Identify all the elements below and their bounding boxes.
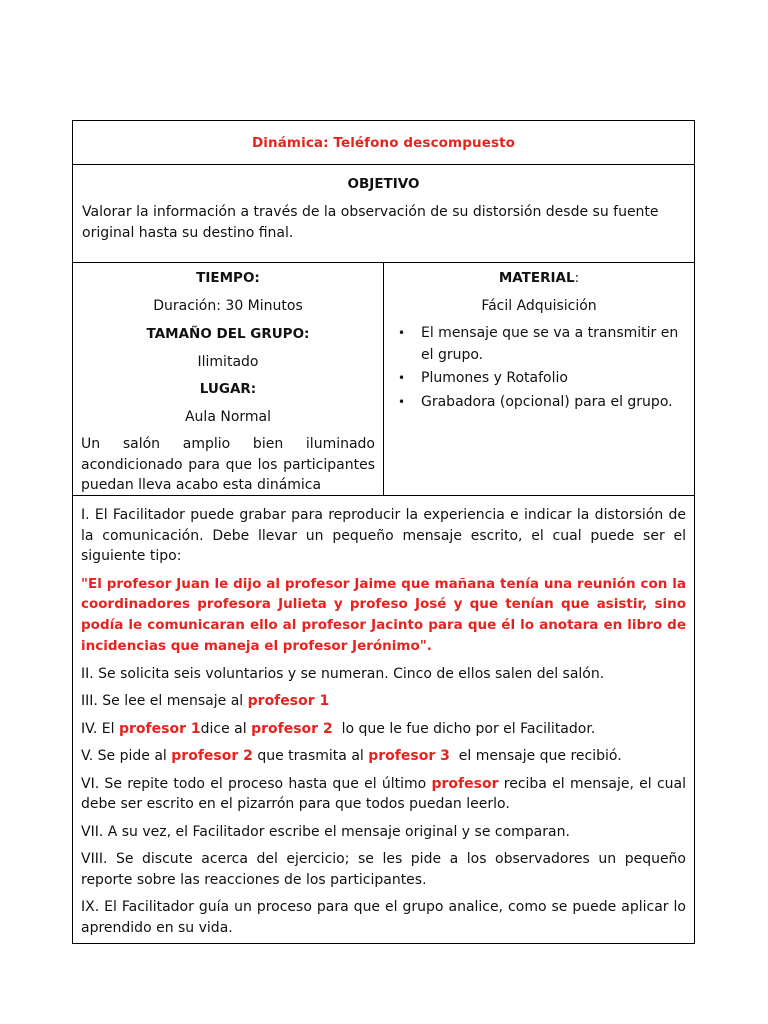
- place-heading: LUGAR:: [199, 381, 257, 397]
- details-left-column: [73, 263, 384, 495]
- group-size-value: Ilimitado: [197, 354, 259, 370]
- step-4-highlight-2: profesor 2: [251, 720, 333, 737]
- step-5-text-b: que trasmita al: [252, 748, 369, 765]
- step-8: VIII. Se discute acerca del ejercicio; se les pide a los observadores un pequeño reporte sobre las reacciones de los participantes.: [81, 851, 686, 888]
- activity-sheet: [72, 120, 695, 944]
- step-7: VII. A su vez, el Facilitador escribe el mensaje original y se comparan.: [81, 823, 570, 840]
- details-section: [73, 263, 694, 496]
- example-message: "El profesor Juan le dijo al profesor Jaime que mañana tenía una reunión con la coordinadores profesora Julieta y profeso José y que tenían que asistir, sino podía le comunicaran ello al profesor Jacinto para que él lo anotara en libro de incidencias que maneja el profesor Jerónimo".: [81, 575, 686, 654]
- step-4-text-a: IV. El: [81, 720, 119, 737]
- step-4: [81, 719, 686, 740]
- group-size-heading: TAMAÑO DEL GRUPO:: [146, 326, 310, 342]
- material-heading: MATERIAL: [498, 270, 575, 286]
- step-5: [81, 746, 686, 767]
- step-9: IX. El Facilitador guía un proceso para que el grupo analice, como se puede aplicar lo aprendido en su vida.: [81, 899, 686, 936]
- step-3-highlight: profesor 1: [247, 693, 330, 710]
- step-6-text-b: reciba el mensaje, el cual debe ser escrito en el pizarrón para que todos puedan leerlo.: [81, 775, 686, 813]
- place-description: Un salón amplio bien iluminado acondicionado para que los participantes puedan lleva acabo esta dinámica: [81, 436, 375, 493]
- step-1: I. El Facilitador puede grabar para reproducir la experiencia e indicar la distorsión de la comunicación. Debe llevar un pequeño mensaje escrito, el cual puede ser el siguiente tipo:: [81, 507, 686, 564]
- place-value: Aula Normal: [184, 409, 272, 425]
- material-item-text: Grabadora (opcional) para el grupo.: [421, 393, 673, 410]
- list-item: [398, 392, 684, 414]
- step-5-text-c: el mensaje que recibió.: [449, 748, 622, 765]
- step-5-highlight-2: profesor 3: [368, 748, 450, 765]
- step-3: [81, 691, 686, 712]
- procedure-section: [73, 496, 694, 943]
- time-value: Duración: 30 Minutos: [153, 298, 303, 314]
- material-colon: :: [574, 270, 580, 286]
- bullet-icon: •: [398, 326, 406, 340]
- list-item: [398, 323, 684, 366]
- step-4-highlight-1: profesor 1: [119, 720, 201, 737]
- step-4-text-b: dice al: [200, 720, 252, 737]
- step-6-highlight: profesor: [431, 775, 499, 792]
- step-6-text-a: VI. Se repite todo el proceso hasta que el último: [81, 775, 432, 792]
- step-2: II. Se solicita seis voluntarios y se numeran. Cinco de ellos salen del salón.: [81, 665, 605, 682]
- step-5-text-a: V. Se pide al: [81, 748, 172, 765]
- material-item-text: Plumones y Rotafolio: [421, 370, 568, 386]
- objective-section: [73, 165, 694, 263]
- step-5-highlight-1: profesor 2: [171, 748, 253, 765]
- material-heading-line: [384, 270, 694, 286]
- page-title: Dinámica: Teléfono descompuesto: [251, 135, 516, 151]
- procedure-steps: [81, 505, 686, 945]
- time-heading: TIEMPO:: [196, 270, 260, 286]
- step-4-text-c: lo que le fue dicho por el Facilitador.: [332, 720, 596, 737]
- details-right-column: [384, 263, 694, 495]
- materials-list: [398, 323, 684, 415]
- title-row: [73, 121, 694, 165]
- step-3-text: III. Se lee el mensaje al: [81, 693, 248, 710]
- bullet-icon: •: [398, 394, 406, 409]
- bullet-icon: •: [398, 371, 406, 385]
- step-6: [81, 774, 686, 815]
- list-item: [398, 368, 684, 390]
- objective-text: Valorar la información a través de la observación de su distorsión desde su fuente original hasta su destino final.: [82, 204, 659, 241]
- material-value: Fácil Adquisición: [481, 298, 597, 314]
- objective-heading: OBJETIVO: [347, 176, 420, 192]
- material-item-text: El mensaje que se va a transmitir en el grupo.: [421, 325, 679, 363]
